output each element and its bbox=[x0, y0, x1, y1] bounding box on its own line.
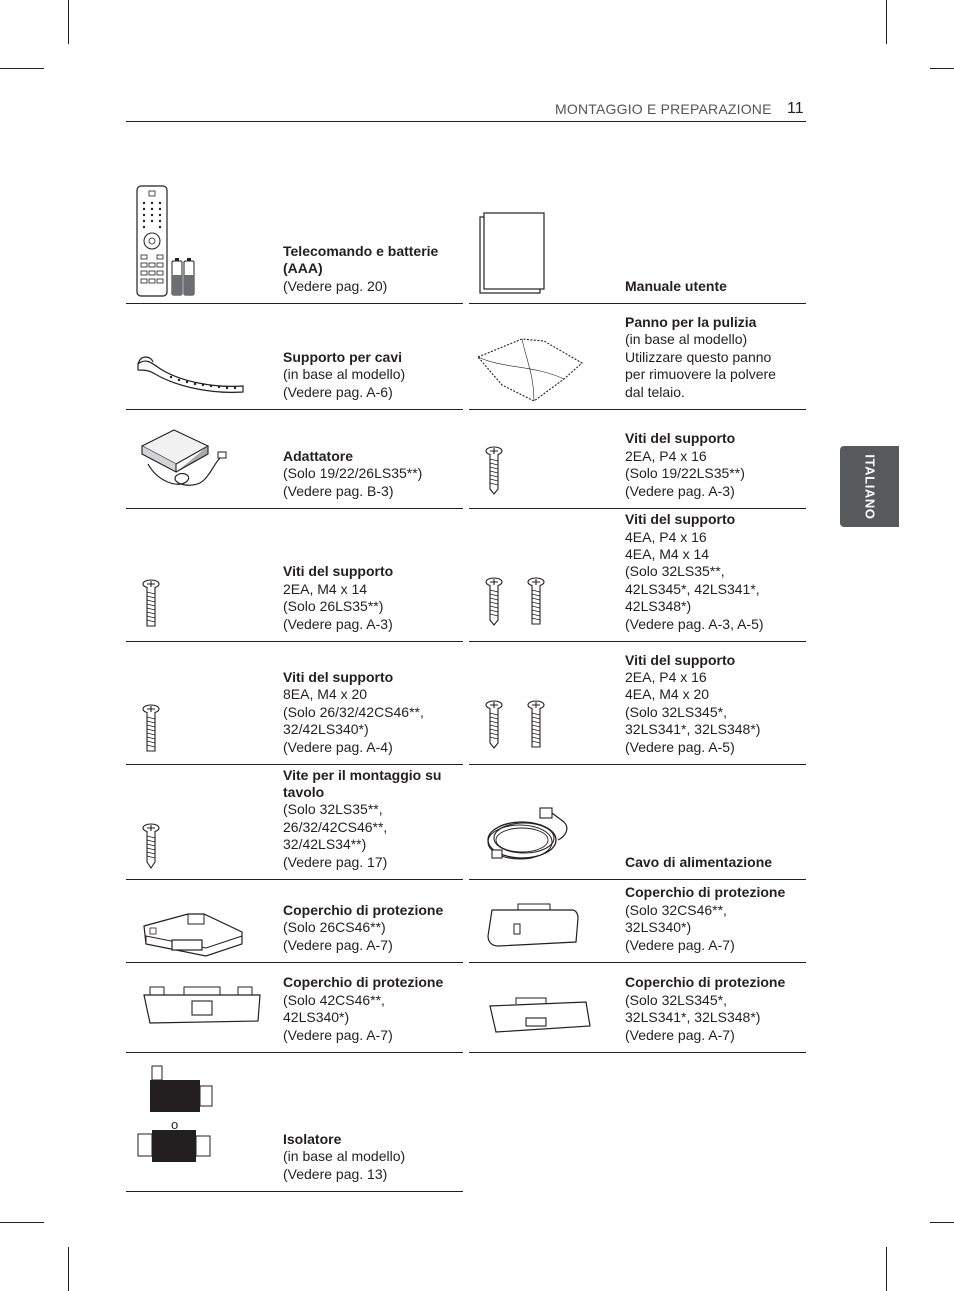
protection-cover-icon bbox=[138, 910, 244, 958]
accessory-detail-line: (Vedere pag. B-3) bbox=[283, 482, 394, 499]
accessory-detail-line: 32LS340*) bbox=[625, 919, 692, 936]
accessory-detail-line: (in base al modello) bbox=[283, 1148, 406, 1165]
accessory-description bbox=[625, 430, 801, 500]
power-cord-icon bbox=[484, 806, 576, 866]
accessory-detail-line: (Vedere pag. 17) bbox=[283, 853, 388, 870]
row-divider bbox=[469, 962, 806, 963]
accessory-description bbox=[625, 854, 801, 871]
row-divider bbox=[469, 303, 806, 304]
row-divider bbox=[126, 1052, 463, 1053]
accessory-description bbox=[625, 278, 801, 295]
accessory-title: Coperchio di protezione bbox=[283, 901, 444, 918]
accessory-description bbox=[283, 1131, 459, 1183]
accessory-detail-line: (Solo 26CS46**) bbox=[283, 919, 386, 936]
accessory-title: Coperchio di protezione bbox=[625, 974, 786, 991]
crop-mark bbox=[886, 0, 887, 44]
cable-holder-icon bbox=[135, 352, 247, 396]
accessory-description bbox=[283, 243, 459, 295]
accessory-description bbox=[283, 563, 459, 633]
row-divider bbox=[469, 1052, 806, 1053]
accessory-detail-line: 32LS341*, 32LS348*) bbox=[625, 721, 761, 738]
accessory-title: Viti del supporto bbox=[283, 669, 394, 685]
accessory-detail-line: (Vedere pag. 20) bbox=[283, 277, 388, 294]
accessory-detail-line: (Vedere pag. A-4) bbox=[283, 738, 393, 755]
accessory-title: Cavo di alimentazione bbox=[625, 853, 773, 870]
accessory-detail-line: 2EA, P4 x 16 bbox=[625, 447, 707, 464]
accessory-title: Manuale utente bbox=[625, 277, 727, 294]
accessory-detail-line: 32/42LS340*) bbox=[283, 721, 369, 738]
accessory-detail-line: (Solo 42CS46**, bbox=[283, 991, 385, 1008]
screw-icon bbox=[484, 445, 504, 495]
accessory-title: Panno per la pulizia bbox=[625, 314, 757, 330]
accessory-detail-line: 42LS345*, 42LS341*, bbox=[625, 580, 760, 597]
accessory-title: Viti del supporto bbox=[283, 563, 394, 580]
accessory-detail-line: 42LS348*) bbox=[625, 598, 692, 615]
language-tab bbox=[840, 446, 899, 527]
accessory-detail-line: (Solo 19/22/26LS35**) bbox=[283, 465, 423, 482]
accessory-description bbox=[625, 511, 801, 633]
row-divider bbox=[126, 303, 463, 304]
accessory-detail-line: 4EA, M4 x 14 bbox=[625, 546, 710, 562]
header-rule bbox=[126, 121, 806, 122]
accessory-description bbox=[283, 448, 459, 500]
accessory-detail-line: Utilizzare questo panno bbox=[625, 348, 772, 365]
accessory-description bbox=[283, 974, 459, 1044]
row-divider bbox=[126, 1191, 463, 1192]
accessory-title: Viti del supporto bbox=[625, 430, 736, 447]
protection-cover-icon bbox=[484, 902, 580, 950]
accessory-detail-line: dal telaio. bbox=[625, 383, 685, 400]
accessory-description bbox=[283, 902, 459, 954]
row-divider bbox=[126, 641, 463, 642]
isolator-separator: o bbox=[171, 1117, 179, 1132]
accessory-detail-line: 32LS341*, 32LS348*) bbox=[625, 1009, 761, 1026]
accessory-description bbox=[283, 767, 459, 871]
protection-cover-icon bbox=[140, 983, 264, 1025]
crop-mark bbox=[930, 68, 954, 69]
accessory-detail-line: (Vedere pag. A-3, A-5) bbox=[625, 615, 764, 632]
user-manual-icon bbox=[479, 212, 547, 294]
row-divider bbox=[126, 879, 463, 880]
accessory-detail-line: (in base al modello) bbox=[283, 366, 406, 383]
accessory-detail-line: 42LS340*) bbox=[283, 1009, 350, 1026]
accessory-detail-line: per rimuovere la polvere bbox=[625, 366, 776, 383]
accessory-detail-line: (Vedere pag. A-6) bbox=[283, 383, 393, 400]
screw-pair-icon bbox=[484, 699, 550, 751]
accessory-detail-line: (in base al modello) bbox=[625, 331, 748, 348]
accessory-title: Adattatore bbox=[283, 447, 354, 464]
accessory-description bbox=[625, 314, 801, 401]
row-divider bbox=[469, 409, 806, 410]
accessory-title: Supporto per cavi bbox=[283, 348, 403, 365]
row-divider bbox=[469, 641, 806, 642]
accessory-detail-line: (Vedere pag. 13) bbox=[283, 1165, 388, 1182]
accessory-title: Isolatore bbox=[283, 1130, 342, 1147]
accessory-detail-line: 2EA, P4 x 16 bbox=[625, 669, 707, 685]
accessory-detail-line: (Vedere pag. A-7) bbox=[625, 1026, 735, 1043]
row-divider bbox=[126, 764, 463, 765]
accessory-detail-line: 2EA, M4 x 14 bbox=[283, 580, 368, 597]
remote-control-batteries-icon bbox=[136, 185, 198, 297]
row-divider bbox=[469, 764, 806, 765]
accessory-detail-line: (Solo 32LS345*, bbox=[625, 991, 727, 1008]
accessory-title: Vite per il montaggio su tavolo bbox=[283, 766, 442, 800]
accessory-detail-line: (Vedere pag. A-7) bbox=[625, 936, 735, 953]
accessory-detail-line: (Vedere pag. A-7) bbox=[283, 936, 393, 953]
crop-mark bbox=[886, 1247, 887, 1291]
section-title: MONTAGGIO E PREPARAZIONE bbox=[555, 101, 772, 117]
screw-icon bbox=[141, 822, 161, 870]
accessory-detail-line: (Vedere pag. A-5) bbox=[625, 738, 735, 755]
accessory-detail-line: (Solo 26/32/42CS46**, bbox=[283, 703, 424, 720]
accessory-detail-line: 32/42LS34**) bbox=[283, 836, 367, 853]
row-divider bbox=[469, 508, 806, 509]
accessory-detail-line: (Solo 32LS345*, bbox=[625, 703, 727, 720]
accessory-description bbox=[625, 652, 801, 756]
accessory-title: Telecomando e batterie (AAA) bbox=[283, 242, 439, 277]
accessory-detail-line: (Vedere pag. A-7) bbox=[283, 1026, 393, 1043]
crop-mark bbox=[0, 68, 44, 69]
crop-mark bbox=[68, 0, 69, 44]
crop-mark bbox=[930, 1222, 954, 1223]
accessory-title: Coperchio di protezione bbox=[625, 884, 786, 901]
screw-icon bbox=[141, 703, 161, 753]
accessory-title: Viti del supporto bbox=[625, 511, 736, 528]
accessory-detail-line: 8EA, M4 x 20 bbox=[283, 686, 368, 703]
accessory-description bbox=[283, 349, 459, 401]
accessory-detail-line: (Solo 19/22LS35**) bbox=[625, 465, 745, 482]
protection-cover-icon bbox=[486, 994, 594, 1034]
accessory-detail-line: (Solo 32LS35**, bbox=[625, 563, 725, 580]
accessory-detail-line: (Solo 32CS46**, bbox=[625, 901, 727, 918]
row-divider bbox=[126, 508, 463, 509]
accessory-description bbox=[283, 669, 459, 756]
screw-icon bbox=[141, 578, 161, 630]
ac-adapter-icon bbox=[138, 424, 230, 492]
page-number: 11 bbox=[787, 100, 804, 117]
accessory-detail-line: (Solo 26LS35**) bbox=[283, 598, 384, 615]
cleaning-cloth-icon bbox=[474, 335, 586, 405]
accessory-title: Viti del supporto bbox=[625, 651, 736, 668]
accessory-detail-line: (Solo 32LS35**, bbox=[283, 801, 383, 818]
screw-pair-icon bbox=[484, 576, 550, 628]
accessory-detail-line: (Vedere pag. A-3) bbox=[283, 615, 393, 632]
accessory-description bbox=[625, 884, 801, 954]
accessory-title: Coperchio di protezione bbox=[283, 974, 444, 991]
row-divider bbox=[126, 962, 463, 963]
accessory-detail-line: (Vedere pag. A-3) bbox=[625, 482, 735, 499]
crop-mark bbox=[68, 1247, 69, 1291]
accessory-detail-line: 4EA, M4 x 20 bbox=[625, 686, 710, 703]
language-tab-label: ITALIANO bbox=[862, 453, 877, 520]
accessory-detail-line: 26/32/42CS46**, bbox=[283, 818, 388, 835]
accessory-detail-line: 4EA, P4 x 16 bbox=[625, 528, 707, 545]
accessory-description bbox=[625, 974, 801, 1044]
row-divider bbox=[126, 409, 463, 410]
crop-mark bbox=[0, 1222, 44, 1223]
row-divider bbox=[469, 879, 806, 880]
